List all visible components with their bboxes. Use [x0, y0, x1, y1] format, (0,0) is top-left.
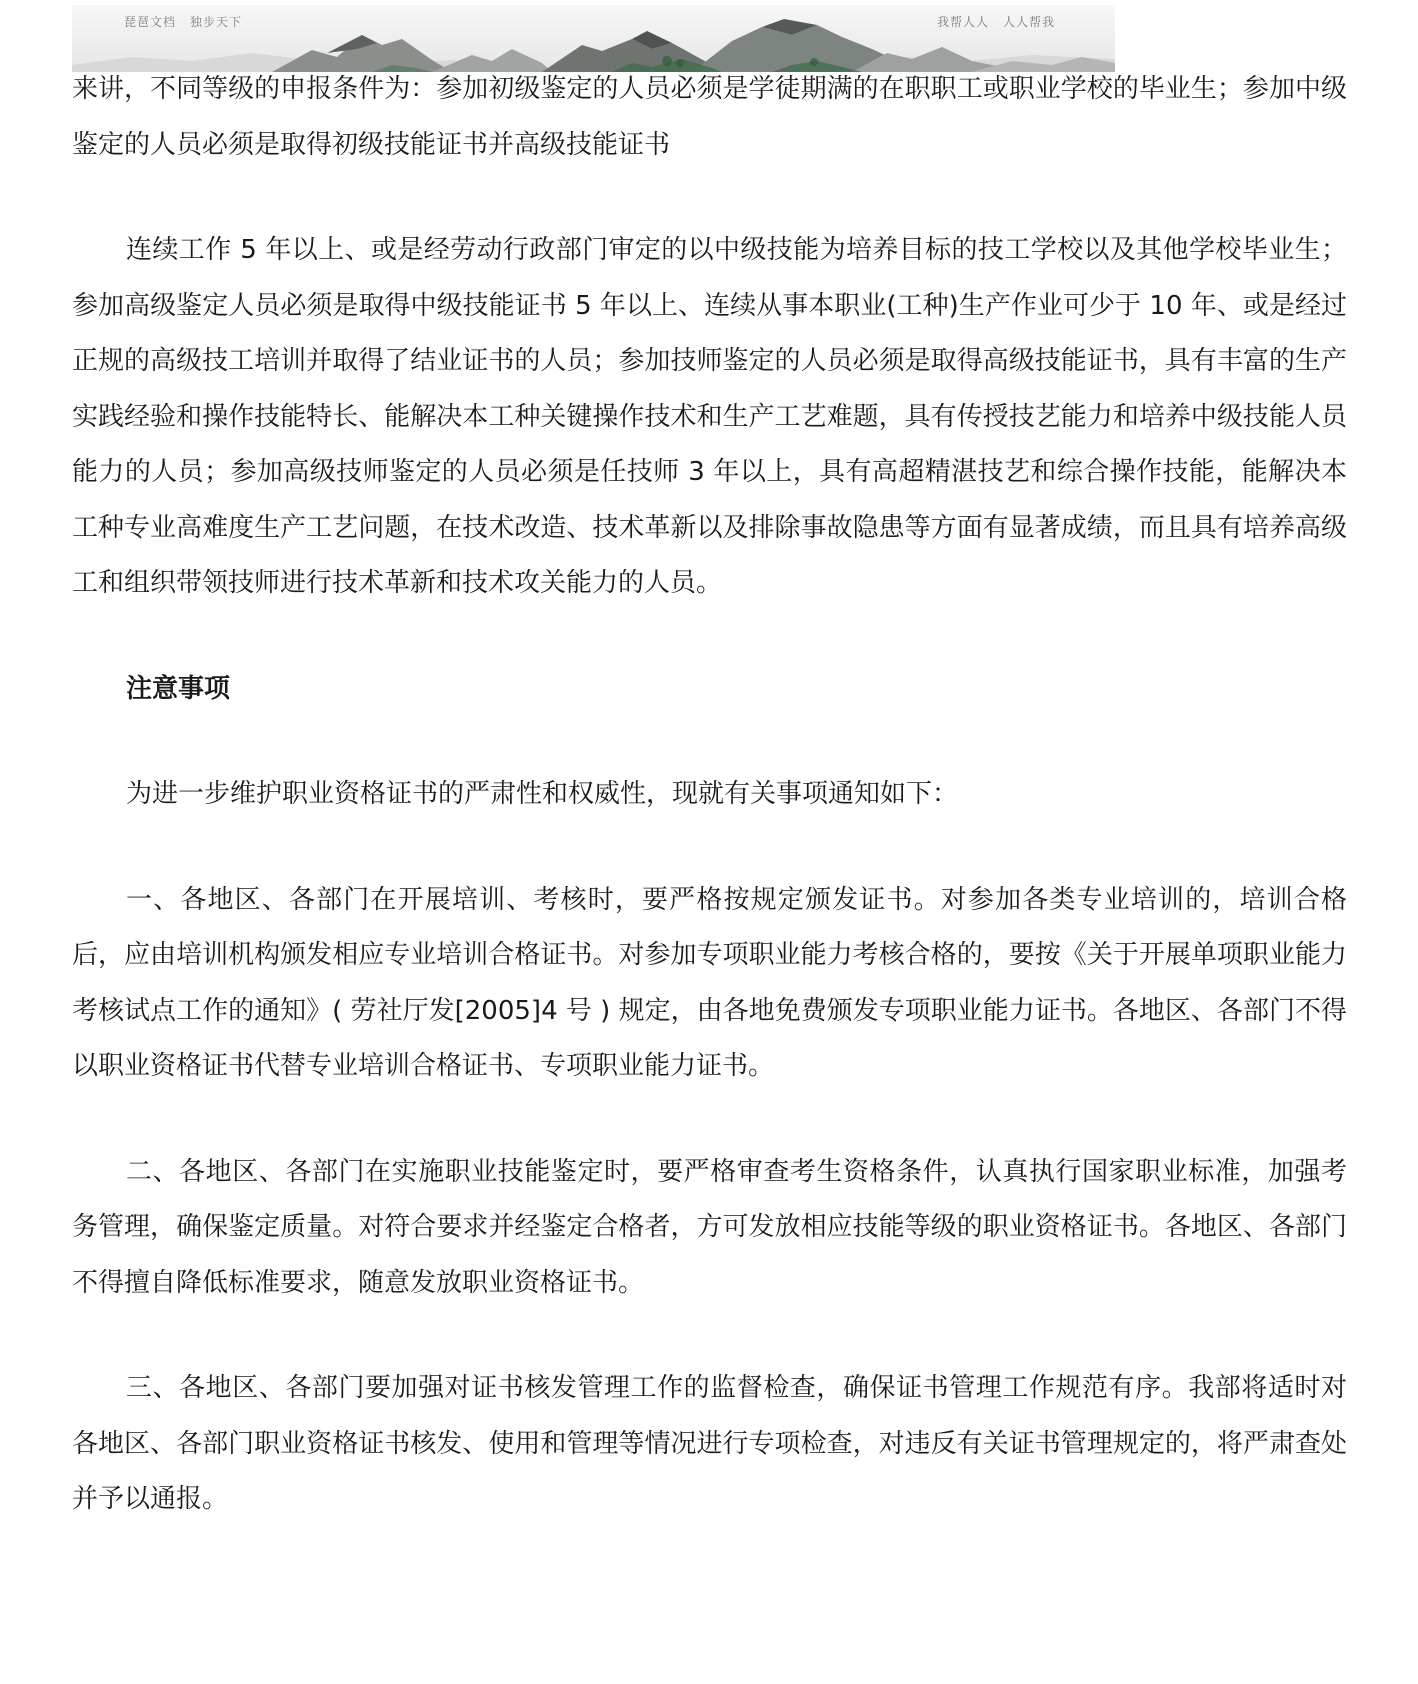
paragraph-requirements-detail: 连续工作 5 年以上、或是经劳动行政部门审定的以中级技能为培养目标的技工学校以及其他学校毕业生；参加高级鉴定人员必须是取得中级技能证书 5 年以上、连续从事本职业(工种)生产作业可少于 10 年、或是经过正规的高级技工培训并取得了结业证书的人员；参加技师鉴定的人员必须是取得高级技能证书，具有丰富的生产实践经验和操作技能特长、能解决本工种关键操作技术和生产工艺难题，具有传授技艺能力和培养中级技能人员能力的人员；参加高级技师鉴定的人员必须是任技师 3 年以上，具有高超精湛技艺和综合操作技能，能解决本工种专业高难度生产工艺问题，在技术改造、技术革新以及排除事故隐患等方面有显著成绩，而且具有培养高级工和组织带领技师进行技术革新和技术攻关能力的人员。: [72, 235, 1347, 598]
banner-slogan-left-2: 独步天下: [190, 15, 243, 29]
section-heading-notes: 注意事项: [126, 673, 231, 704]
banner-slogan-right: [937, 13, 1055, 30]
banner-slogan-right-2: 人人帮我: [1003, 15, 1056, 29]
paragraph-notice-intro: 为进一步维护职业资格证书的严肃性和权威性，现就有关事项通知如下：: [126, 779, 959, 809]
paragraph-item-one: 一、各地区、各部门在开展培训、考核时，要严格按规定颁发证书。对参加各类专业培训的，培训合格后，应由培训机构颁发相应专业培训合格证书。对参加专项职业能力考核合格的，要按《关于开展单项职业能力考核试点工作的通知》( 劳社厅发[2005]4 号 ) 规定，由各地免费颁发专项职业能力证书。各地区、各部门不得以职业资格证书代替专业培训合格证书、专项职业能力证书。: [72, 884, 1347, 1081]
banner-slogan-right-1: 我帮人人: [937, 15, 990, 29]
banner-slogan-left: [124, 13, 242, 30]
paragraph-item-two: 二、各地区、各部门在实施职业技能鉴定时，要严格审查考生资格条件，认真执行国家职业标准，加强考务管理，确保鉴定质量。对符合要求并经鉴定合格者，方可发放相应技能等级的职业资格证书。各地区、各部门不得擅自降低标准要求，随意发放职业资格证书。: [72, 1156, 1347, 1298]
paragraph-requirements-intro: 来讲，不同等级的申报条件为：参加初级鉴定的人员必须是学徒期满的在职职工或职业学校的毕业生；参加中级鉴定的人员必须是取得初级技能证书并高级技能证书: [72, 74, 1347, 160]
paragraph-item-three: 三、各地区、各部门要加强对证书核发管理工作的监督检查，确保证书管理工作规范有序。我部将适时对各地区、各部门职业资格证书核发、使用和管理等情况进行专项检查，对违反有关证书管理规定的，将严肃查处并予以通报。: [72, 1373, 1347, 1514]
document-body: [72, 62, 1347, 1528]
banner-slogan-left-1: 琵琶文档: [124, 15, 177, 29]
